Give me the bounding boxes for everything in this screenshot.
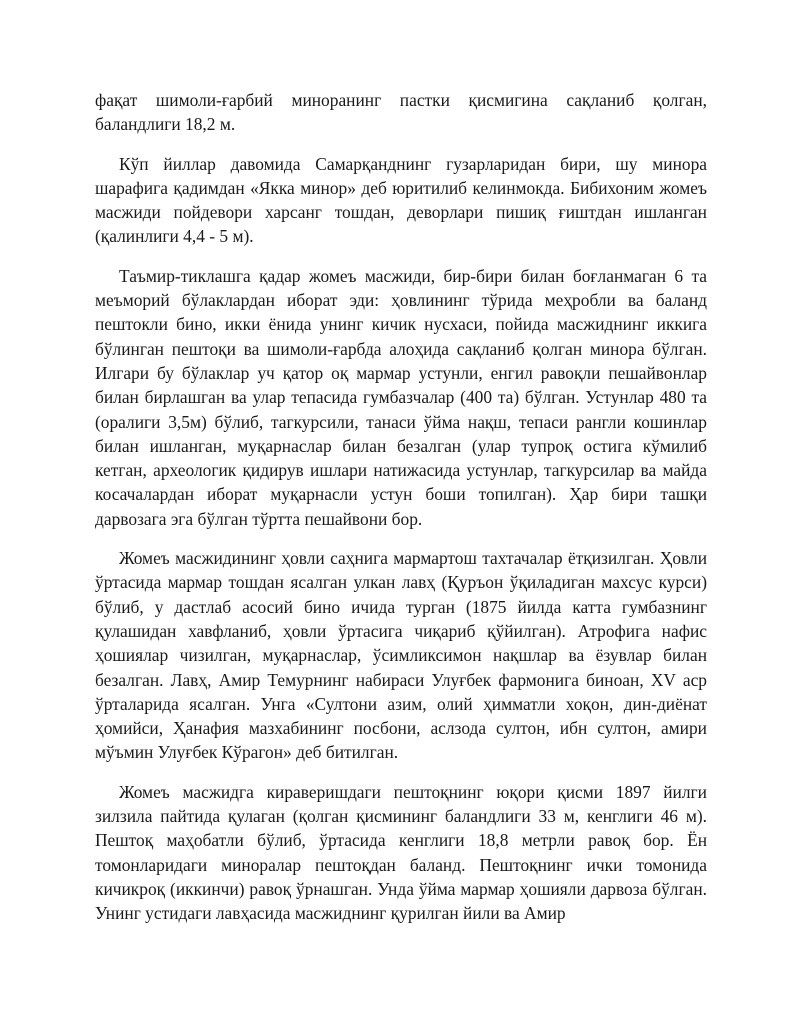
paragraph-1: фақат шимоли-ғарбий миноранинг пастки қисмигина сақланиб қолган, баландлиги 18,2 м.: [95, 90, 707, 135]
paragraph-5: Жомеъ масжидга кираверишдаги пештоқнинг юқори қисми 1897 йилги зилзила пайтида қулаган (қолган қисмининг баландлиги 33 м, кенглиги 46 м). Пештоқ маҳобатли бўлиб, ўртасида кенглиги 18,8 метрли равоқ бор. Ён томонларидаги миноралар пештоқдан баланд. Пештоқнинг ички томонида кичикроқ (иккинчи) равоқ ўрнашган. Унда ўйма мармар ҳошияли дарвоза бўлган. Унинг устидаги лавҳасида масжиднинг қурилган йили ва Амир: [95, 781, 707, 924]
paragraph-2: Кўп йиллар давомида Самарқанднинг гузарларидан бири, шу минора шарафига қадимдан «Якка минор» деб юритилиб келинмокда. Бибихоним жомеъ масжиди пойдевори харсанг тошдан, деворлари пишиқ ғиштдан ишланган (қалинлиги 4,4 - 5 м).: [95, 153, 707, 247]
paragraph-3: Таъмир-тиклашга қадар жомеъ масжиди, бир-бири билан боғланмаган 6 та меъморий бўлаклардан иборат эди: ҳовлининг тўрида меҳробли ва баланд пештокли бино, икки ёнида унинг кичик нусхаси, пойида масжиднинг иккига бўлинган пештоқи ва шимоли-ғарбда алоҳида сақланиб қолган минора бўлган. Илгари бу бўлаклар уч қатор оқ мармар устунли, енгил равоқли пешайвонлар билан бирлашган ва улар тепасида гумбазчалар (400 та) бўлган. Устунлар 480 та (оралиги 3,5м) бўлиб, тагкурсили, танаси ўйма нақш, тепаси рангли кошинлар билан ишланган, муқарнаслар билан безалган (улар тупроқ остига кўмилиб кетган, археологик қидирув ишлари натижасида устунлар, тагкурсилар ва майда косачалардан иборат муқарнасли устун боши топилган). Ҳар бири ташқи дарвозага эга бўлган тўртта пешайвони бор.: [95, 265, 707, 529]
document-page: [95, 88, 707, 941]
paragraph-4: Жомеъ масжидининг ҳовли саҳнига мармартош тахтачалар ётқизилган. Ҳовли ўртасида мармар тошдан ясалган улкан лавҳ (Қуръон ўқиладиган махсус курси) бўлиб, у дастлаб асосий бино ичида турган (1875 йилда катта гумбазнинг қулашидан хавфланиб, ҳовли ўртасига чиқариб қўйилган). Атрофига нафис ҳошиялар чизилган, муқарнаслар, ўсимликсимон нақшлар ва ёзувлар билан безалган. Лавҳ, Амир Темурнинг набираси Улуғбек фармонига биноан, XV аср ўрталарида ясалган. Унга «Султони азим, олий ҳимматли хоқон, дин-диёнат ҳомийси, Ҳанафия мазхабининг посбони, аслзода султон, ибн султон, амири мўъмин Улуғбек Кўрагон» деб битилган.: [95, 548, 707, 763]
